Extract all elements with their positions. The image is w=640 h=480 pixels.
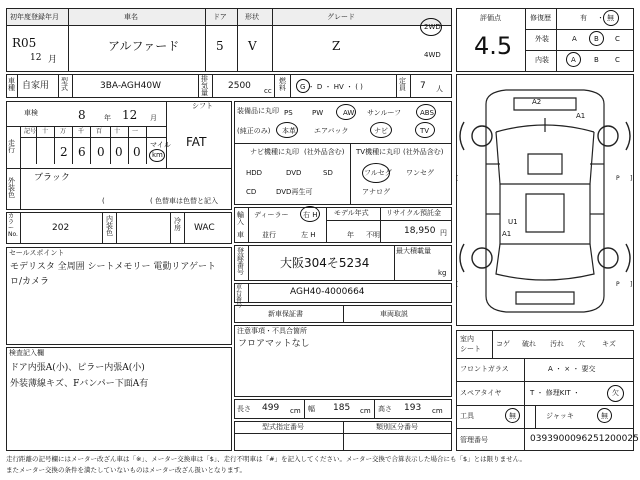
mileage-unit-label: 記号 (24, 128, 37, 135)
import-label2: 車 (237, 231, 244, 239)
modelyear-unknown: 不明 (366, 231, 380, 239)
inspect-year: 8 (78, 108, 86, 122)
typeno-label: 型式指定番号 (262, 423, 304, 431)
tools-label: 工具 (460, 412, 474, 420)
warranty-label: 新車保証書 (268, 310, 303, 318)
fuel-opts: G ・ D ・ HV ・ ( ) (300, 83, 363, 91)
int-b: B (594, 56, 599, 64)
int-label: 内装 (535, 56, 549, 64)
modelyear-unit: 年 (347, 231, 354, 239)
model-label: 型式 (61, 77, 68, 92)
inspector-label: 検査記入欄 (9, 349, 44, 357)
name-label: 車名 (124, 13, 138, 21)
navi-dvd: DVD (286, 169, 302, 177)
inspector-line1: ドア内張A(小)、ピラー内張A(小) (10, 363, 145, 373)
import-label: 輸入 (237, 211, 244, 226)
equip-item: AW (343, 109, 355, 117)
navi-label: ナビ機種に丸印 (250, 148, 299, 156)
mileage-digit: 0 (133, 145, 141, 159)
sales-line2: ロ/カメラ (10, 277, 50, 287)
km-unit: km (152, 151, 163, 159)
glass-opts: A ・ × ・ 要交 (548, 365, 596, 373)
repair-label: 修復歴 (530, 14, 551, 22)
chassis-label: 車台番号 (236, 284, 243, 309)
footer-line1: 走行距離の記号欄にはメーター改ざん車は「※」、メーター交換車は「$」、走行不明車は「#」を記入してください。メーター交換で合算表示した場合にも「$」とは限りません。 (6, 455, 527, 463)
mileage-label: 走行 (8, 139, 15, 154)
len-label: 長さ (237, 405, 251, 413)
equip-circle (336, 104, 356, 120)
navi-dvd-play: DVD再生可 (276, 188, 313, 196)
grade-value: Z (332, 39, 341, 53)
import-right: 右 H (303, 211, 318, 219)
navi-sd: SD (323, 169, 333, 177)
interior-item: コゲ (496, 340, 510, 348)
maxload-label: 最大積載量 (396, 247, 431, 255)
repair-yes: 有 (580, 14, 587, 22)
import-parallel: 並行 (262, 231, 276, 239)
equip-item: TV (420, 127, 430, 135)
manual-label: 車両取説 (380, 310, 408, 318)
equip-circle (415, 122, 435, 138)
shift-value: FAT (186, 135, 207, 149)
tv-fullseg: フルセグ (364, 169, 392, 177)
class-label: 類別区分番号 (376, 423, 418, 431)
type-label: 車種 (8, 77, 15, 92)
import-left: 左 H (301, 231, 316, 239)
ext-c: C (615, 35, 620, 43)
inspect-year-unit: 年 (104, 114, 111, 122)
grade-label: グレード (327, 13, 355, 21)
mileage-unit-label: 十 (114, 128, 121, 135)
reg-label: 初年度登録年月 (10, 13, 59, 21)
ext-label: 外装 (535, 35, 549, 43)
ext-a: A (572, 35, 577, 43)
spare-none: 欠 (612, 389, 619, 397)
disp-unit: cc (264, 87, 272, 95)
len-value: 499 (262, 403, 280, 413)
model-value: 3BA-AGH40W (100, 81, 162, 91)
fuel-label: 燃料 (279, 77, 286, 92)
mileage-digit: 0 (97, 145, 105, 159)
damage-a2: A2 (532, 98, 542, 106)
tv-oneseg: ワンセグ (406, 169, 434, 177)
equip-circle (370, 122, 392, 138)
ac-label: 冷房 (174, 217, 181, 232)
mile-unit: マイル (150, 141, 171, 149)
equip-label: 装備品に丸印 (237, 107, 279, 115)
hgt-value: 193 (404, 403, 422, 413)
equip-item: 本革 (282, 127, 296, 135)
color-paren: ( (102, 197, 105, 205)
interior-item: 汚れ (550, 340, 564, 348)
maxload-unit: kg (438, 269, 447, 277)
len-unit: cm (290, 407, 301, 415)
equip-note: (純正のみ) (237, 127, 271, 135)
footer-line2: またメーター交換の条件を満たしていないものはメーター改ざん扱いとなります。 (6, 466, 246, 474)
repair-no: 無 (607, 14, 614, 22)
damage-a1: A1 (576, 112, 586, 120)
equip-item: サンルーフ (367, 109, 402, 117)
sales-label: セールスポイント (9, 249, 65, 257)
recycle-value: 18,950 (404, 226, 436, 236)
color-value: ブラック (34, 173, 70, 183)
ext-b: B (594, 35, 599, 43)
disp-label: 排気量 (201, 75, 208, 97)
equip-item: ナビ (374, 127, 388, 135)
jack-label: ジャッキ (546, 412, 574, 420)
tv-note: (社外品含む) (403, 148, 444, 156)
damage-u1: U1 (508, 218, 518, 226)
tv-label: TV機種に丸印 (356, 148, 401, 156)
inspect-month: 12 (122, 108, 138, 122)
svg-text:P: P (616, 281, 620, 288)
sales-line1: モデリスタ 全周囲 シートメモリー 電動リアゲート (10, 262, 217, 272)
interior-label2: シート (460, 345, 481, 353)
shape-value: V (248, 39, 257, 53)
hgt-unit: cm (432, 407, 443, 415)
inspect-label: 車検 (24, 109, 38, 117)
interior-item: キズ (602, 340, 616, 348)
spare-label: スペアタイヤ (460, 389, 502, 397)
svg-text:[: [ (456, 281, 459, 288)
hgt-label: 高さ (378, 405, 392, 413)
svg-text:[: [ (456, 175, 459, 182)
mgmt-label: 管理番号 (460, 436, 488, 444)
inspector-line2: 外装薄線キズ、Fバンパー下面A有 (10, 379, 149, 389)
door-label: ドア (213, 13, 227, 21)
jack-none: 無 (601, 412, 608, 420)
equip-item: エアバック (314, 127, 349, 135)
navi-hdd: HDD (246, 169, 263, 177)
score-label: 評価点 (480, 14, 501, 22)
interior-item: 穴 (578, 340, 585, 348)
svg-text:]: ] (630, 175, 633, 182)
int-c: C (615, 56, 620, 64)
cap-label: 定員 (399, 77, 406, 92)
equip-item: PS (284, 109, 293, 117)
equip-item: PW (312, 109, 324, 117)
mileage-digit: 6 (78, 145, 86, 159)
recycle-unit: 円 (440, 229, 447, 237)
interior-item: 破れ (522, 340, 536, 348)
plate-label: 登録番号 (237, 247, 244, 276)
colorno-label: カラーNo. (8, 213, 18, 238)
ac-value: WAC (194, 223, 215, 233)
color-note: ( 色替車は色替と記入 (150, 197, 218, 205)
drive-2wd: 2WD (424, 23, 441, 31)
wid-unit: cm (360, 407, 371, 415)
score-value: 4.5 (474, 32, 513, 60)
mgmt-value: 0393900096251200025 (530, 434, 639, 444)
notes-box (234, 325, 452, 397)
car-name: アルファード (108, 39, 180, 53)
svg-text:]: ] (630, 281, 633, 288)
shift-label: シフト (192, 102, 213, 110)
mileage-digit: 0 (115, 145, 123, 159)
cap-value: 7 (420, 81, 426, 91)
equip-circle (276, 122, 298, 138)
mileage-unit-label: 万 (60, 128, 67, 135)
damage-a1b: A1 (502, 230, 512, 238)
cap-unit: 人 (436, 85, 443, 93)
shape-label: 形状 (245, 13, 259, 21)
inspect-month-unit: 月 (150, 114, 157, 122)
disp-value: 2500 (228, 81, 251, 91)
interior-color-label: 内装色 (106, 215, 113, 237)
reg-month: 12 (30, 53, 42, 63)
car-diagram (456, 74, 634, 326)
drive-4wd: 4WD (424, 51, 441, 59)
color-label: 外装色 (8, 177, 15, 199)
mileage-unit-label: 百 (96, 128, 103, 135)
header-label-row (6, 8, 452, 26)
navi-cd: CD (246, 188, 257, 196)
chassis-value: AGH40-4000664 (290, 287, 365, 297)
repair-dot: ・ (597, 14, 604, 22)
interior-label: 室内 (460, 335, 474, 343)
mileage-unit-label: 千 (78, 128, 85, 135)
tv-analog: アナログ (362, 188, 390, 196)
svg-text:P: P (616, 175, 620, 182)
int-a: A (571, 56, 576, 64)
door-count: 5 (216, 39, 224, 53)
mileage-unit-label: 十 (42, 128, 49, 135)
mileage-digit: 2 (60, 145, 68, 159)
equip-circle (416, 104, 436, 120)
import-dealer: ディーラー (254, 211, 289, 219)
notes-label: 注意事項・不具合箇所 (237, 327, 307, 335)
equip-item: ABS (420, 109, 434, 117)
reg-month-unit: 月 (48, 55, 58, 65)
colorno-value: 202 (52, 223, 70, 233)
wid-value: 185 (333, 403, 351, 413)
wid-label: 幅 (308, 405, 315, 413)
navi-note: (社外品含む) (304, 148, 345, 156)
type-value: 自家用 (22, 81, 50, 91)
recycle-label: リサイクル預託金 (386, 209, 442, 217)
tools-none: 無 (509, 412, 516, 420)
modelyear-label: モデル年式 (334, 209, 369, 217)
reg-year: R05 (12, 36, 37, 50)
mileage-unit-label: 一 (132, 128, 139, 135)
plate-value: 大阪304そ5234 (280, 256, 370, 270)
notes-line1: フロアマットなし (238, 339, 310, 349)
glass-label: フロントガラス (460, 365, 509, 373)
spare-opts: T ・ 修理KIT ・ (530, 389, 580, 397)
